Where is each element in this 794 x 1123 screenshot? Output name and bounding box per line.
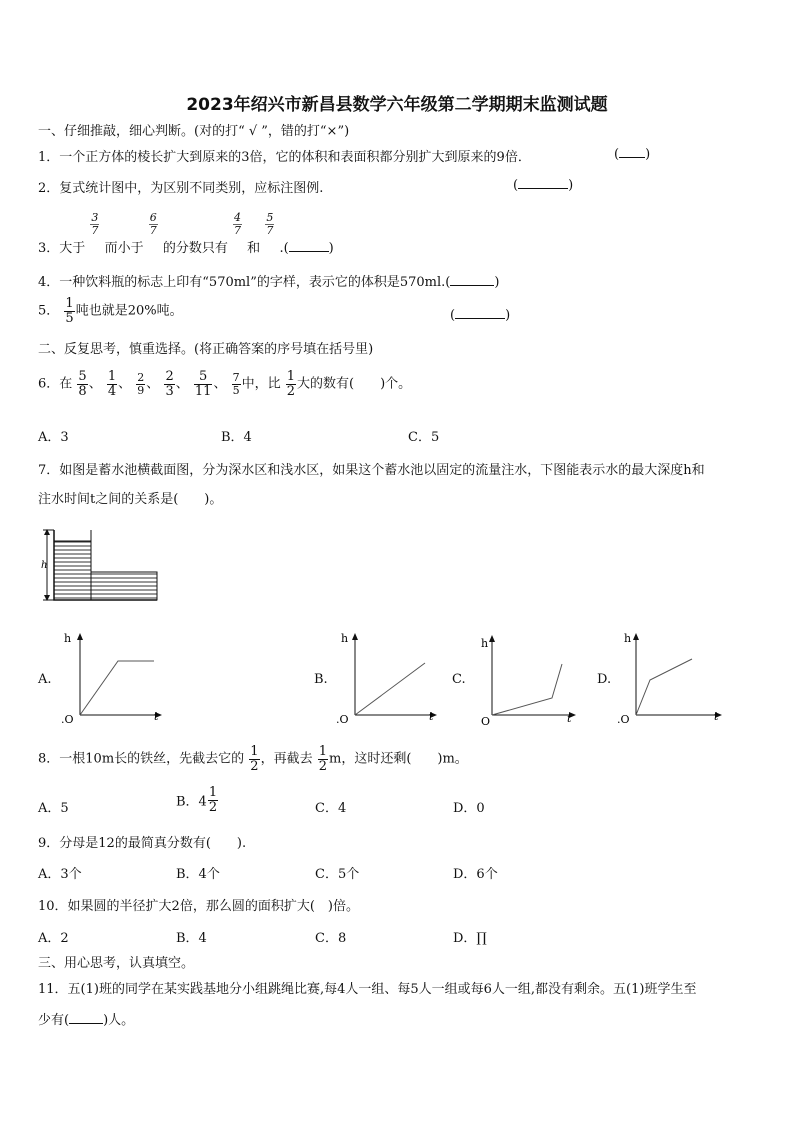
numerator: 1 [250,744,259,759]
q8-text-c: m，这时还剩( )m。 [329,751,468,767]
denominator: 3 [165,383,174,399]
q5-text-b: 吨也就是20%吨。 [75,303,183,319]
q6-text-a: 6．在 [38,376,73,392]
paren-left: ( [513,178,519,193]
origin-label: .O [617,713,630,726]
question-7-line-2: 注水时间t之间的关系是( )。 [38,492,223,507]
fraction-1-2 [208,786,218,814]
denominator: 9 [137,383,145,397]
section-3-heading: 三、用心思考，认真填空。 [38,956,195,971]
answer-blank-4[interactable] [450,274,494,286]
page-title: 2023年绍兴市新昌县数学六年级第二学期期末监测试题 [186,95,608,115]
separator: 、 [118,376,132,392]
graph-c[interactable] [478,628,588,728]
q9-option-b[interactable]: B．4个 [176,867,220,882]
answer-blank-1[interactable] [614,146,650,162]
numerator: 2 [137,371,145,385]
separator: 、 [146,376,160,392]
q6-option-c[interactable]: C．5 [408,430,440,445]
origin-label: .O [336,713,349,726]
fraction-1-2 [286,370,296,398]
fraction-6-7 [149,212,158,236]
numerator: 5 [78,369,87,384]
q7-option-c-label[interactable]: C. [452,672,466,687]
fraction-7-5 [232,372,241,396]
q8-option-d[interactable]: D．0 [453,801,485,816]
x-axis-label: t [429,710,434,723]
denominator: 11 [194,383,212,399]
numerator: 1 [65,296,74,311]
question-11-line-2 [38,1009,134,1028]
y-axis-label: h [341,632,349,645]
graph-d[interactable] [614,628,734,728]
question-1-text: 1．一个正方体的棱长扩大到原来的3倍，它的体积和表面积都分别扩大到原来的9倍． [38,150,531,165]
denominator: 4 [107,383,117,399]
x-axis-label: t [567,712,572,725]
q6-text-c: 大的数有( )个。 [297,376,412,392]
blank-line [619,146,645,158]
numerator: 1 [107,369,117,384]
q10-option-a[interactable]: A．2 [38,931,69,946]
question-11-line-1: 11．五(1)班的同学在某实践基地分小组跳绳比赛,每4人一组、每5人一组或每6人一组,都没有剩余。五(1)班学生至 [38,982,697,997]
q11-text-b: )人。 [103,1013,135,1028]
q9-option-d[interactable]: D．6个 [453,867,498,882]
denominator: 7 [266,223,274,237]
q7-option-d-label[interactable]: D. [597,672,612,687]
fraction-5-8 [77,370,87,398]
numerator: 3 [91,211,99,224]
answer-blank-2[interactable] [513,177,573,193]
x-axis-label: t [154,710,159,723]
y-axis-label: h [624,632,632,645]
denominator: 5 [65,310,74,326]
denominator: 8 [78,383,87,399]
x-axis-label: t [714,710,719,723]
q10-option-b[interactable]: B．4 [176,931,207,946]
fraction-1-2 [249,745,259,773]
q8-option-c[interactable]: C．4 [315,801,347,816]
numerator: 1 [318,744,327,759]
fraction-2-3 [164,370,174,398]
denominator: 7 [149,223,157,237]
question-9: 9．分母是12的最简真分数有( ). [38,836,247,851]
blank-line [455,307,505,319]
deep-water-area [54,541,91,600]
paren-right: ) [494,275,500,290]
fraction-5-7 [265,212,274,236]
question-2-text: 2．复式统计图中，为区别不同类别，应标注图例. [38,181,324,196]
question-7-line-1: 7．如图是蓄水池横截面图，分为深水区和浅水区，如果这个蓄水池以固定的流量注水，下图能表示水的最大深度h和 [38,463,705,478]
separator: 、 [213,376,227,392]
section-1-heading: 一、仔细推敲，细心判断。(对的打“ √ ”，错的打“×”) [38,124,350,139]
question-4-text: 4．一种饮料瓶的标志上印有“570ml”的字样，表示它的体积是570ml.( [38,275,451,290]
fraction-1-5 [64,297,74,325]
question-8 [38,745,468,773]
q7-option-b-label[interactable]: B. [314,672,328,687]
y-axis-label: h [64,632,72,645]
blank-line [518,177,568,189]
fraction-3-7 [90,212,99,236]
paren-right: ) [505,308,511,323]
question-3 [38,211,334,256]
denominator: 2 [318,758,327,774]
fraction-1-4 [107,370,117,398]
numerator: 1 [286,369,296,384]
numerator: 1 [208,785,218,800]
paren-right: ) [568,178,574,193]
paren-left: ( [614,147,620,162]
pool-h-label: h [41,560,48,571]
q9-option-c[interactable]: C．5个 [315,867,360,882]
origin-label: .O [61,713,74,726]
q8-text-b: ，再截去 [260,751,313,767]
answer-blank-11[interactable] [69,1012,103,1024]
numerator: 4 [234,211,242,224]
paren-left: ( [450,308,456,323]
graph-a[interactable] [58,628,168,728]
denominator: 7 [91,223,99,237]
fraction-5-11 [194,370,213,398]
answer-blank-3[interactable] [279,241,333,256]
numerator: 6 [149,211,157,224]
fraction-4-7 [233,212,242,236]
y-axis-label: h [481,637,489,650]
answer-blank-5[interactable] [450,307,510,323]
q8-option-a[interactable]: A．5 [38,801,69,816]
q6-option-b[interactable]: B．4 [221,430,252,445]
denominator: 2 [250,758,259,774]
question-1 [38,146,531,165]
q10-option-d[interactable]: D．∏ [453,931,487,946]
q10-option-c[interactable]: C．8 [315,931,347,946]
denominator: 2 [208,799,218,815]
q3-text-d: 和 [247,240,261,256]
paren-right: ) [328,240,334,256]
section-2-heading: 二、反复思考，慎重选择。(将正确答案的序号填在括号里) [38,342,374,357]
q11-text-a: 少有( [38,1013,70,1028]
question-5 [38,297,183,325]
pool-cross-section-figure [40,528,165,604]
paren-right: ) [645,147,651,162]
numerator: 5 [266,211,274,224]
question-4 [38,271,499,290]
question-6 [38,370,411,398]
origin-label: O [481,715,491,728]
denominator: 2 [286,383,296,399]
separator: 、 [175,376,189,392]
numerator: 7 [232,371,240,385]
q8-option-b[interactable] [176,786,219,814]
denominator: 7 [234,223,242,237]
graph-b[interactable] [333,628,443,728]
q3-text-e: .( [279,240,289,256]
numerator: 5 [194,370,213,385]
fraction-1-2 [318,745,328,773]
question-10: 10．如果圆的半径扩大2倍，那么圆的面积扩大( )倍。 [38,899,359,914]
q7-option-a-label[interactable]: A. [38,672,52,687]
q3-text-a: 3．大于 [38,240,86,256]
q3-text-c: 的分数只有 [162,240,228,256]
option-b-whole: B．4 [176,794,207,810]
q9-option-a[interactable]: A．3个 [38,867,82,882]
q5-text-a: 5． [38,303,60,319]
separator: 、 [88,376,102,392]
blank-line [289,240,329,252]
fraction-2-9 [136,372,145,396]
q6-text-b: 中，比 [241,376,281,392]
denominator: 5 [232,383,240,397]
numerator: 2 [165,369,174,384]
q6-option-a[interactable]: A．3 [38,430,69,445]
q8-text-a: 8．一根10m长的铁丝，先截去它的 [38,751,245,767]
shallow-water-area [91,572,157,600]
question-2 [38,177,323,196]
q3-text-b: 而小于 [104,240,144,256]
